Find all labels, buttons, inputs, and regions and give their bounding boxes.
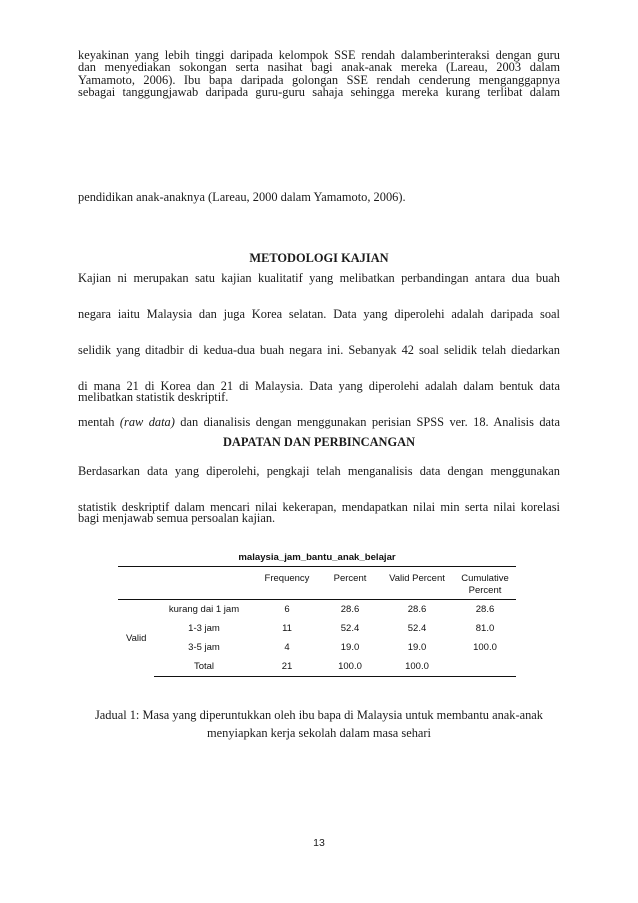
text-line: sebagai tanggungjawab daripada guru-guru sahaja sehingga mereka kurang terlibat dalam	[78, 85, 560, 100]
cell-percent: 19.0	[340, 642, 360, 653]
text-line: selidik yang ditadbir di kedua-dua buah negara ini. Sebanyak 42 soal selidik telah diedarkan	[78, 342, 560, 357]
cell-percent: 100.0	[320, 657, 380, 677]
text-line: Berdasarkan data yang diperolehi, pengkaji telah menganalisis data dengan menggunakan	[78, 464, 560, 478]
paragraph-findings	[78, 460, 560, 514]
cell-valid-percent: 100.0	[380, 657, 454, 677]
cell-frequency: 6	[284, 604, 290, 615]
section-heading-findings: DAPATAN DAN PERBINCANGAN	[222, 435, 416, 449]
table-row	[118, 600, 516, 620]
text-segment: dan dianalisis dengan menggunakan perisian SPSS ver. 18. Analisis data	[174, 414, 560, 429]
table-grid	[118, 566, 516, 677]
caption-line: menyiapkan kerja sekolah dalam masa sehari	[207, 726, 431, 740]
paragraph-findings-end	[78, 507, 560, 531]
cell-valid-percent: 52.4	[407, 623, 427, 634]
paragraph-methodology-end	[78, 386, 560, 410]
caption-line: Jadual 1: Masa yang diperuntukkan oleh ibu bapa di Malaysia untuk membantu anak-anak	[94, 708, 543, 722]
cell-cumulative-percent	[454, 657, 516, 677]
text-line: statistik deskriptif dalam mencari nilai kekerapan, mendapatkan nilai min serta nilai korelasi	[78, 499, 560, 514]
table-caption	[78, 706, 560, 742]
paragraph-intro	[78, 38, 560, 100]
table-header-subrow	[118, 585, 516, 600]
header-cumulative: Cumulative	[454, 567, 516, 586]
text-line: dan menyediakan sokongan serta nasihat bagi anak-anak mereka (Lareau, 2003 dalam	[78, 60, 560, 75]
table-row	[118, 638, 516, 657]
cell-frequency: 11	[282, 623, 292, 634]
header-empty	[118, 567, 154, 586]
text-line: melibatkan statistik deskriptif.	[78, 390, 229, 404]
text-line: di mana 21 di Korea dan 21 di Malaysia. Data yang diperolehi adalah dalam bentuk data	[78, 378, 560, 393]
text-line: Yamamoto, 2006). Ibu bapa daripada golongan SSE rendah cenderung menganggapnya	[78, 72, 560, 87]
row-label: 3-5 jam	[188, 642, 220, 653]
page-number: 13	[313, 837, 325, 849]
cell-percent: 52.4	[340, 623, 360, 634]
header-frequency: Frequency	[254, 567, 320, 586]
text-line: Kajian ni merupakan satu kajian kualitatif yang melibatkan perbandingan antara dua buah	[78, 271, 560, 285]
header-empty	[154, 567, 254, 586]
cell-percent: 28.6	[340, 604, 360, 615]
header-percent: Percent	[320, 567, 380, 586]
table-title: malaysia_jam_bantu_anak_belajar	[238, 552, 396, 563]
table-row	[118, 619, 516, 638]
cell-frequency: 21	[254, 657, 320, 677]
table-header-row	[118, 567, 516, 586]
text-line: keyakinan yang lebih tinggi daripada kelompok SSE rendah dalamberinteraksi dengan guru	[78, 48, 560, 62]
table-row-total	[118, 657, 516, 677]
cell-cumulative-percent: 100.0	[473, 642, 497, 653]
row-label: 1-3 jam	[188, 623, 220, 634]
text-segment: mentah	[78, 414, 120, 429]
cell-valid-percent: 19.0	[407, 642, 427, 653]
italic-term: (raw data)	[119, 414, 175, 429]
header-cumulative-percent: Percent	[454, 585, 516, 600]
text-line: negara iaitu Malaysia dan juga Korea selatan. Data yang diperolehi adalah daripada soal	[78, 306, 560, 321]
cell-valid-percent: 28.6	[407, 604, 427, 615]
row-label: Total	[154, 657, 254, 677]
cell-cumulative-percent: 81.0	[475, 623, 495, 634]
cell-frequency: 4	[284, 642, 290, 653]
group-label-valid: Valid	[126, 632, 147, 644]
text-line: pendidikan anak-anaknya (Lareau, 2000 dalam Yamamoto, 2006).	[78, 190, 406, 204]
text-line	[78, 411, 560, 429]
cell-cumulative-percent: 28.6	[475, 604, 495, 615]
text-line: bagi menjawab semua persoalan kajian.	[78, 511, 276, 525]
row-label: kurang dai 1 jam	[168, 604, 240, 615]
frequency-table	[118, 550, 516, 677]
section-heading-methodology: METODOLOGI KAJIAN	[249, 251, 389, 265]
header-valid-percent: Valid Percent	[380, 567, 454, 586]
paragraph-intro-end	[78, 180, 560, 216]
